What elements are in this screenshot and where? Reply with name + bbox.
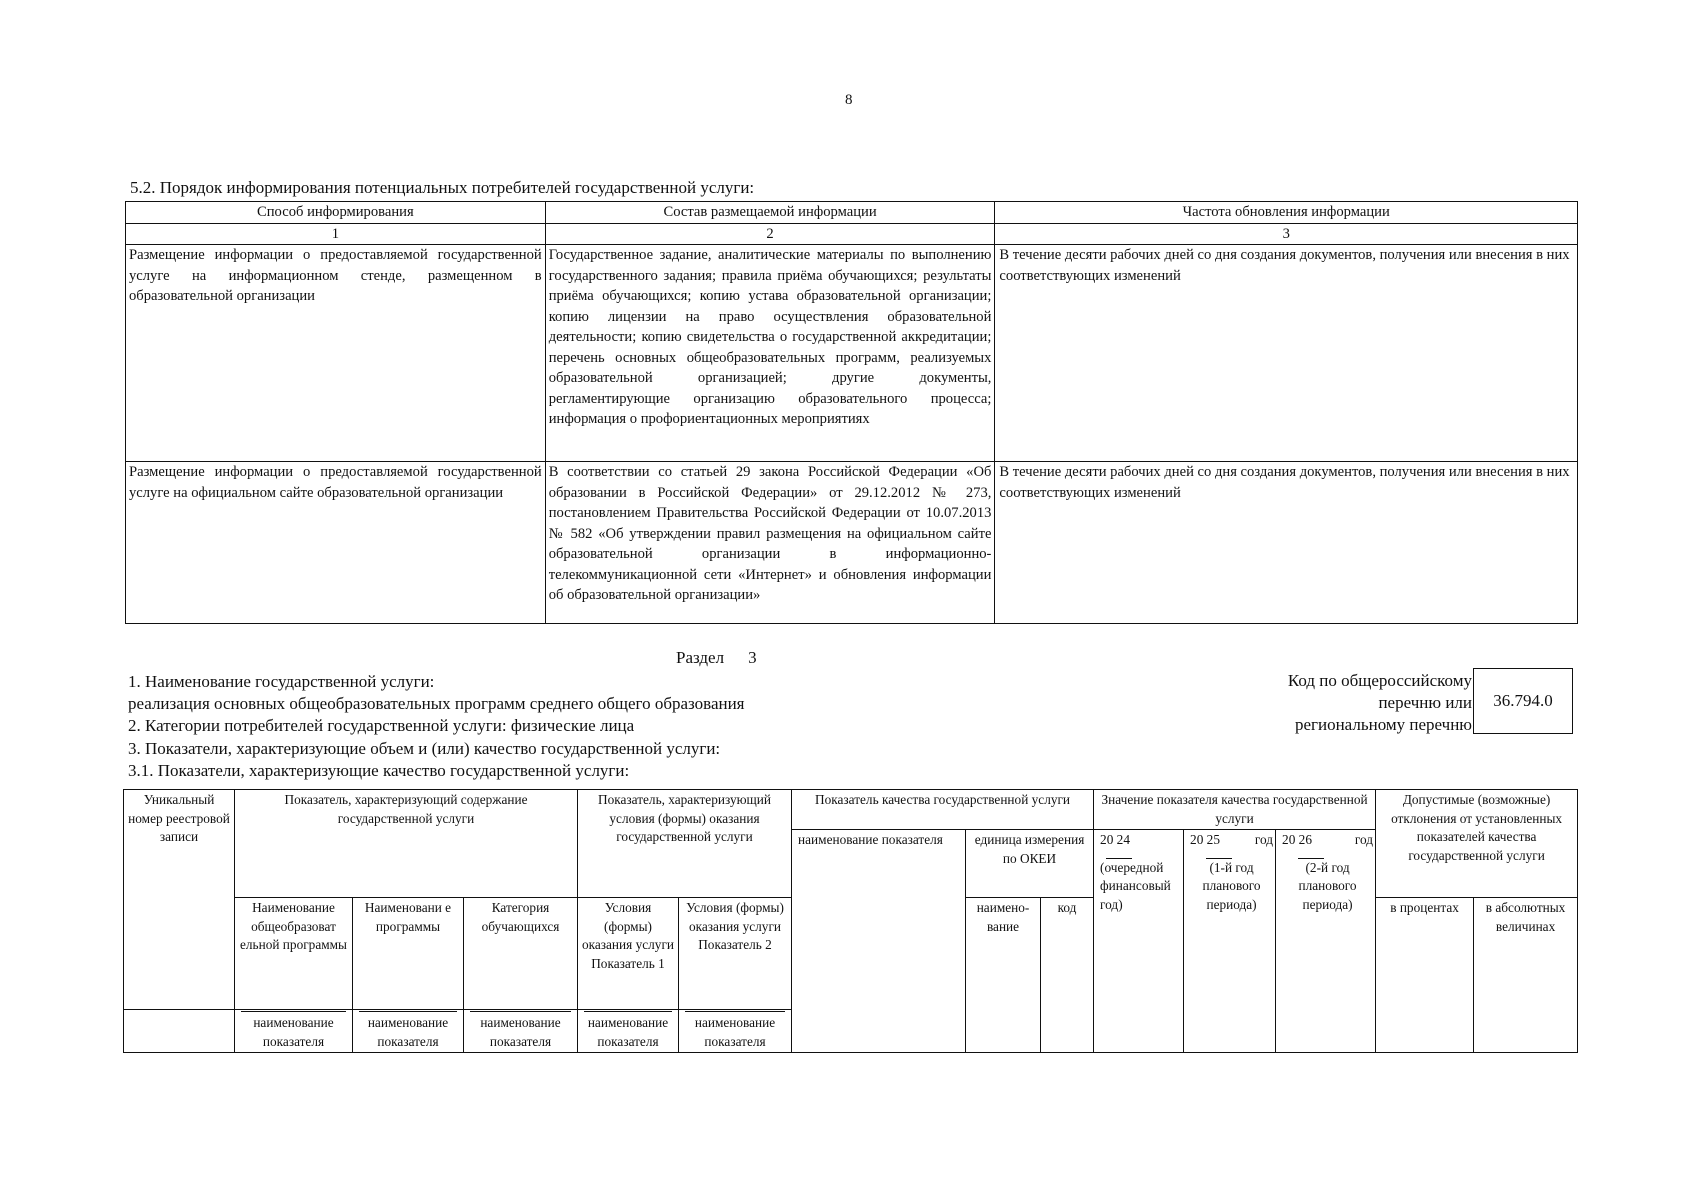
unique-record-number: Уникальный номер реестровой записи — [124, 790, 235, 1010]
service-name-label: 1. Наименование государственной услуги: — [128, 672, 435, 691]
quality-indicators-table — [123, 789, 1578, 1053]
indicator-name: наименование показателя — [792, 830, 966, 1053]
unit-name: наимено-вание — [966, 898, 1041, 1053]
content-col-program: Наименование общеобразоват ельной программы — [235, 898, 353, 1010]
content-col-program-name: Наименовани е программы — [353, 898, 464, 1010]
header-content: Состав размещаемой информации — [545, 202, 995, 224]
row1-frequency: В течение десяти рабочих дней со дня создания документов, получения или внесения в них соответствующих изменений — [995, 245, 1578, 462]
section-title: Раздел 3 — [676, 648, 757, 667]
consumer-category: 2. Категории потребителей государственной услуги: физические лица — [128, 716, 635, 735]
quality-value-group: Значение показателя качества государственной услуги — [1094, 790, 1376, 830]
section-5-2-heading: 5.2. Порядок информирования потенциальных потребителей государственной услуги: — [130, 178, 755, 197]
row2-method: Размещение информации о предоставляемой государственной услуге на официальном сайте образовательной организации — [126, 462, 546, 624]
deviation-percent: в процентах — [1376, 898, 1474, 1053]
content-indicator-group: Показатель, характеризующий содержание государственной услуги — [235, 790, 578, 898]
deviation-group: Допустимые (возможные) отклонения от установленных показателей качества государственной услуги — [1376, 790, 1578, 898]
section-number: 3 — [748, 648, 757, 667]
registry-code-label: Код по общероссийскому перечню или региональному перечню — [1287, 671, 1472, 734]
sub-label-5: наименование показателя — [679, 1010, 792, 1053]
informing-table — [125, 201, 1578, 624]
row1-method: Размещение информации о предоставляемой государственной услуге на информационном стенде, размещенном в образовательной организации — [126, 245, 546, 462]
page-number: 8 — [845, 92, 853, 108]
row2-content: В соответствии со статьей 29 закона Российской Федерации «Об образовании в Российской Федерации» от 29.12.2012 № 273, постановлением Правительства Российской Федерации от 10.07.2013 № 582 «Об утверждении правил размещения на официальном сайте образовательной организации в информационно-телекоммуникационной сети «Интернет» и обновления информации об образовательной организации» — [545, 462, 995, 624]
content-col-category: Категория обучающихся — [464, 898, 578, 1010]
row2-frequency: В течение десяти рабочих дней со дня создания документов, получения или внесения в них соответствующих изменений — [995, 462, 1578, 624]
sub-label-4: наименование показателя — [578, 1010, 679, 1053]
sub-label-1: наименование показателя — [235, 1010, 353, 1053]
header-method: Способ информирования — [126, 202, 546, 224]
col-num-1: 1 — [126, 223, 546, 245]
year-2026: 20 26 год (2-й год планового периода) — [1276, 830, 1376, 1053]
row1-content: Государственное задание, аналитические материалы по выполнению государственного задания; правила приёма обучающихся; результаты приёма обучающихся; копию устава образовательной организации; копию лицензии на право осуществления образовательной деятельности; копию свидетельства о государственной аккредитации; перечень основных общеобразовательных программ, реализуемых образовательной организацией; другие документы, регламентирующие организацию образовательного процесса; информация о профориентационных мероприятиях — [545, 245, 995, 462]
conditions-col-1: Условия (формы) оказания услуги Показатель 1 — [578, 898, 679, 1010]
sub-label-2: наименование показателя — [353, 1010, 464, 1053]
unit-okei: единица измерения по ОКЕИ — [966, 830, 1094, 898]
conditions-col-2: Условия (формы) оказания услуги Показатель 2 — [679, 898, 792, 1010]
quality-indicator-group: Показатель качества государственной услуги — [792, 790, 1094, 830]
registry-code-value: 36.794.0 — [1473, 668, 1573, 734]
year-2024: 20 24 (очередной финансовый год) — [1094, 830, 1184, 1053]
header-frequency: Частота обновления информации — [995, 202, 1578, 224]
col-num-2: 2 — [545, 223, 995, 245]
col-num-3: 3 — [995, 223, 1578, 245]
unit-code: код — [1041, 898, 1094, 1053]
deviation-absolute: в абсолютных величинах — [1474, 898, 1578, 1053]
service-name-value: реализация основных общеобразовательных программ среднего общего образования — [128, 694, 745, 713]
quality-indicators-heading: 3.1. Показатели, характеризующие качество государственной услуги: — [128, 761, 630, 780]
year-2025: 20 25 год (1-й год планового периода) — [1184, 830, 1276, 1053]
sub-label-3: наименование показателя — [464, 1010, 578, 1053]
indicators-heading: 3. Показатели, характеризующие объем и (или) качество государственной услуги: — [128, 739, 721, 758]
conditions-indicator-group: Показатель, характеризующий условия (формы) оказания государственной услуги — [578, 790, 792, 898]
